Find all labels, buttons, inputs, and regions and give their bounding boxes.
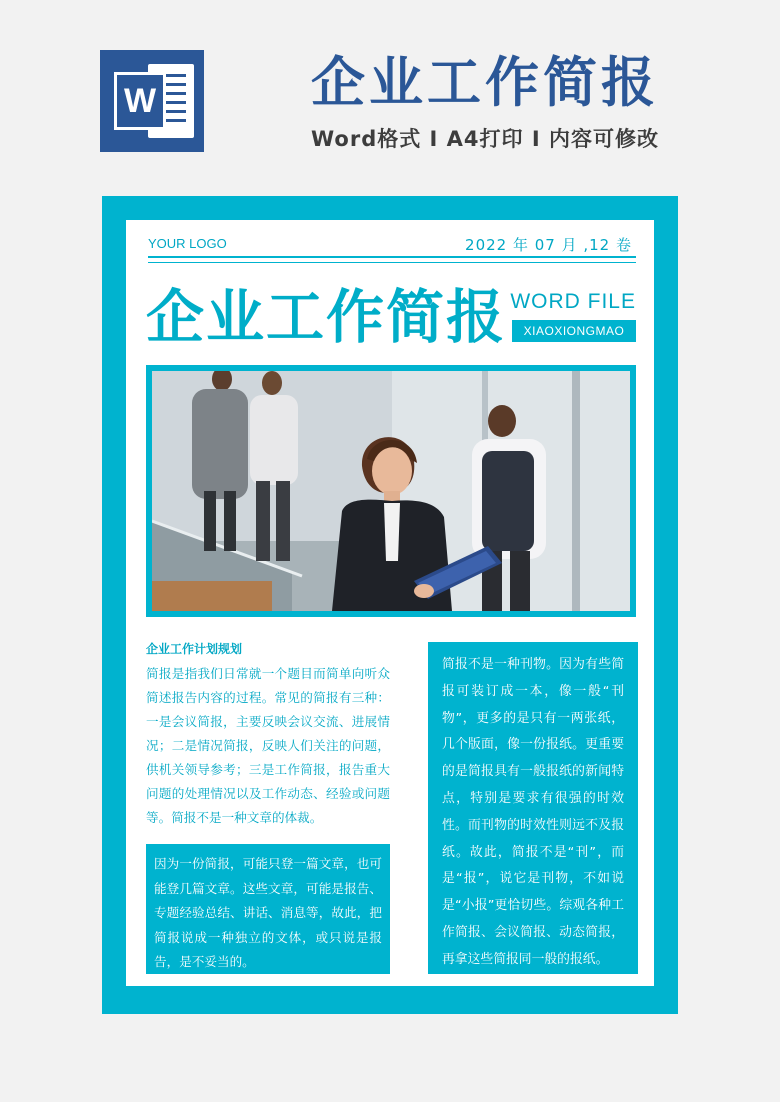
highlight-box-left: 因为一份简报，可能只登一篇文章，也可能登几篇文章。这些文章，可能是报告、专题经验总结、讲话、消息等，故此，把简报说成一种独立的文体，或只说是报告，是不妥当的。 [146, 844, 390, 974]
highlight-box-right: 简报不是一种刊物。因为有些简报可装订成一本，像一般“刊物”，更多的是只有一两张纸，几个版面，像一份报纸。更重要的是简报具有一般报纸的新闻特点，特别是要求有很强的时效性。而刊物的时效性则远不及报纸。故此，简报不是“刊”，而是“报”，说它是刊物，不如说是“小报”更恰切些。综观各种工作简报、会议简报、动态简报，再拿这些简报同一般的报纸。 [428, 642, 638, 974]
header-rule-thin [148, 262, 636, 263]
newsletter-poster [102, 196, 678, 1014]
page-subtitle: Word格式 I A4打印 I 内容可修改 [311, 127, 659, 151]
page-title: 企业工作简报 [311, 51, 659, 114]
issue-date: 2022 年 07 月 ,12 卷 [465, 236, 632, 254]
word-file-label: WORD FILE [510, 290, 636, 313]
brand-tag: XIAOXIONGMAO [512, 320, 636, 342]
word-icon-letter: W [114, 72, 166, 130]
intro-paragraph: 简报是指我们日常就一个题目而简单向听众简述报告内容的过程。常见的简报有三种：一是会议简报，主要反映会议交流、进展情况；二是情况简报，反映人们关注的问题，供机关领导参考；三是工作简报，报告重大问题的处理情况以及工作动态、经验或问题等。简报不是一种文章的体裁。 [146, 666, 390, 825]
newsletter-title: 企业工作简报 [146, 283, 507, 351]
office-photo [152, 371, 630, 611]
section-heading: 企业工作计划规划 [146, 642, 243, 656]
newsletter-page [126, 220, 654, 986]
photo-frame [146, 365, 636, 617]
logo-text: YOUR LOGO [148, 236, 227, 251]
word-app-icon [100, 50, 204, 152]
header-rule [148, 256, 636, 258]
office-photo-illustration [152, 371, 630, 611]
